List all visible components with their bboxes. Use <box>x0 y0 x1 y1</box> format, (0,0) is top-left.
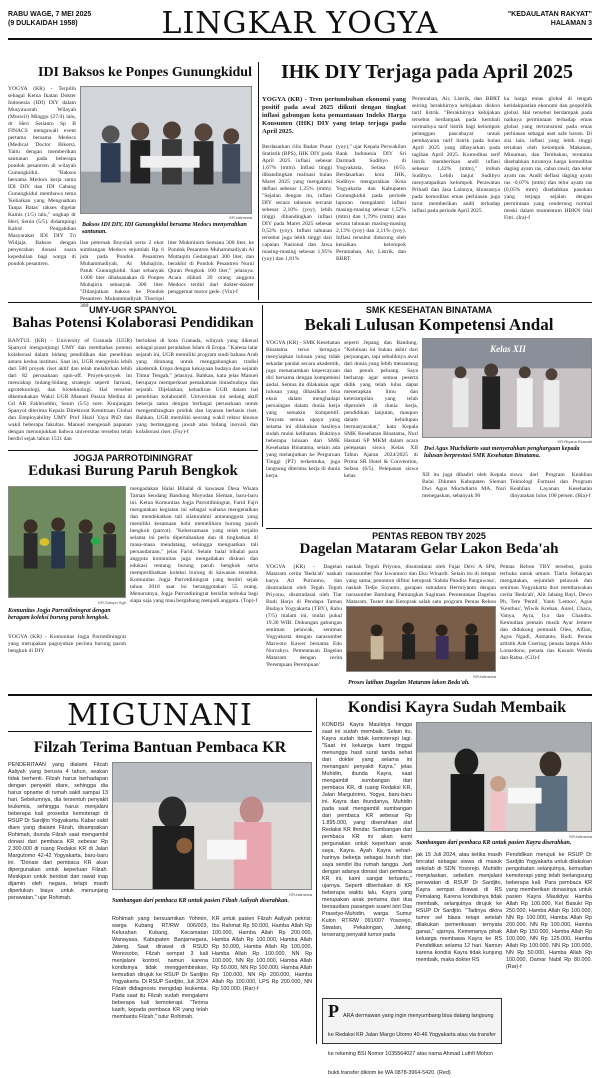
filzah-photo-credit: KR-Istimewa <box>289 892 312 897</box>
jogja-body-left: YOGYA (KR) - Komunitas Jogja Parrotdiningrat yang merupakan paguyuban pecinta burung paruh bengkok di DIY <box>8 634 126 654</box>
idi-photo <box>80 86 252 214</box>
rebon-headline: Dagelan Mataram Gelar Lakon Beda'ah <box>299 541 559 557</box>
jogja-photo <box>8 486 126 598</box>
jogja-kicker: JOGJA PARROTDININGRAT <box>73 453 193 463</box>
rebon-kicker: PENTAS REBON TBY 2025 <box>372 531 486 541</box>
jogja-photo-credit: KR-Sutopo Sgh <box>98 600 126 605</box>
filzah-photo <box>112 762 312 890</box>
smk-body-1: YOGYA (KR) - SMK Kesehatan Binatama terus berupaya menyiapkan lulusan yang tidak sekadar pandai secara akademik, juga menanamkan kepercayaan diri bersama dengan kompetensi andal. Semua itu dilakukan agar lulusan yang dihasilkan bisa eksis dalam menghadapi persaingan dalam dunia kerja yang semakin kompetitif. Tenyata semua upaya yang selama ini dilakukan hasilnya sudah mulai kelihatan. Buktinya beberapa lulusan dari SMK Kesehatan Binatama, selain ada yang melanjutkan ke Perguruan Tinggi (PT) terkemuka, juga langsung diterima kerja di dunia kerja. <box>266 340 340 479</box>
ihk-lead: YOGYA (KR) - Tren pertumbuhan ekonomi yang positif pada awal 2025 diikuti dengan tingkat inflasi gabungan kota pemantauan Indeks Harga Konsumen (IHK) DIY yang tetap terjaga pada April 2025. <box>262 96 406 135</box>
notice-text: ARA dermawan yang ingin menyumbang bisa datang langsung ke Redaksi KR Jalan Margo Utomo 40-46 Yogyakarta atau via transfer ke rekening BSI Nomor 1035564027 atas nama Ahmad Luthfi Mohon bukti transfer dikirim ke WA 0878-3964-5420. (Red) <box>328 1013 496 1076</box>
masthead <box>8 6 592 40</box>
ihk-body-3: Perumahan, Air, Listrik, dan BBRT seiring berakhirnya kebijakan diskon tarif listrik. "Berakhirnya kebijakan tersebut berdampak pada kembali normalnya tarif listrik bagi kelompok pelanggan pascabayar untuk pembayaran tarif listrik pada bulan April 2025 yang dibayarkan pada tagihan April 2025. Komoditas tarif listrik memberikan andil inflasi sebesar 1,42% (mtm)," imbuh Sudibyo. Lebih lanjut Sudibyo menyampaikan kelompok Perawatan Pribadi dan Jasa Lainnya, khususnya pada komoditas emas perhiasan juga turut memberikan andil terhadap inflasi pada periode April 2025. <box>412 96 500 214</box>
umy-headline: Bahas Potensi Kolaborasi Pendidikan <box>12 315 254 331</box>
idi-headline: IDI Baksos ke Ponpes Gunungkidul <box>38 65 252 80</box>
migunani-banner: MIGUNANI <box>8 698 312 732</box>
rebon-caption: Proses latihan Dagelan Mataram lakon Beda'ah. <box>348 680 470 686</box>
section-title: LINGKAR YOGYA <box>161 6 439 41</box>
ihk-body-1: Berdasarkan rilis Badan Pusat Statistik (BPS), IHK DIY pada April 2025 inflasi sebesar 1,67% (mtm). Inflasi tinggi dibandingkan realisasi bulan Maret 2025 yang mengalami deflasi sebesar 1,25% (mtm). "Sejalan dengan itu, inflasi DIY secara tahunan tercatat sebesar 2,10% (yoy), lebih tinggi dibandingkan inflasi DIY pada Maret 2025 sebesar 0,52% (yoy). Inflasi tahunan tersebut juga lebih tinggi dari capaian Nasional dan Jawa masing-masing sebesar 1,95% (yoy) dan 1,81% <box>262 144 332 262</box>
smk-photo-banner: Kelas XII <box>490 344 526 354</box>
smk-kicker: SMK KESEHATAN BINATAMA <box>365 305 493 315</box>
idi-body-mid: lian peternak Boyolali serta 2 ekor sumbangan Medocs sejumlah Rp 6 juta pada Pondok Pesantren Muhammadiyah, Al Muhajirin, Patuk Gunungkidul. Saat sebanyak 1.000 liter dilaksanakan di Ponpes Muhajirin sebanyak 300 liter. "Dilanjutkan baksos ke Pondok Pesantren Muhammadiyah Thoriqul 300 <box>80 240 164 309</box>
kayra-photo <box>416 722 592 832</box>
idi-body-right: liter Mukminim Semanu 300 liter, ke Pondok Pesantren Muhammadiyah Al Muttaqim Gedangsari 300 liter, dan berakhir di Pondok Pesantren Nurul Quran Pengkok 100 liter," jelasnya. Acara diikuti 20 orang anggota Medocs terdiri dari dokter-dokter penggemar motor gede. (Vin)-f <box>168 240 254 295</box>
ihk-body-4: ka harga emas global di tengah ketidakpastian ekonomi dan geopolitik global. Hal tersebut berdampak pada naiknya permintaan terhadap emas global yang tertransmisi pada emas perhiasan sebagai aset safe haven. Di sisi lain, inflasi yang lebih tinggi tertahan oleh kelompok Makanan, Minuman, dan Tembakau, terutama disebabkan turunnya harga komoditas daging ayam ras, cabai rawit, dan telur ayam ras. Andil deflasi daging ayam ras -0,07% (mtm) dan telur ayam ras (0,05% mtm) disebabkan pasokan yang terjaga sejalan dengan permintaan yang cenderung normal meski dalam momentum HBKN Idul Fitri. (Ira)-f <box>504 96 592 221</box>
notice-initial: P <box>328 1001 339 1021</box>
kayra-body-1: KONDISI Kayra Maulidya hingga saat ini sudah membaik. Selain itu, Kayra sudah tidak kemoterapi lagi. "Saat ini keluarga kami tinggal menunggu hasil surat tanda sehat dari dokter yang selama ini menangani penyakit Kayra," jelas Muhidin, ibunda Kayra, saat mengambil sumbangan dari pembaca KR, di ruang Redaksi KR, Jalan Margutomo, Yogya, baru-baru ini. Kayra dan ibundanya, Muhidin pada saat mengambil sumbangan dari pembaca KR sebesar Rp 1.895.000, yang diserahkan staf Redaksi KR Ifendar. Sumbangan dari pembaca KR ini akan kami pergunakan untuk keperluan anak saya, Kayra. Ayah Kayra sehari-harinya bekerja sebagai buruh dan saya sendiri ibu rumah tangga. Jadi dengan adanya donasi dari pembaca KR ini, kami sangat terbantu," ujarnya. Seperti diberitakan di KR beberapa waktu lalu, Kayra yang merupakan anak pertama dari dua bersaudara pasangan suami istri Das Prasetyo-Muhidin, warga Sumur Kulon RT/RW 091/007 Yosorejo, Siwalan, Pekalongan, Jateng, terserang penyakit tumor pada <box>322 722 412 938</box>
kayra-caption: Sumbangan dari pembaca KR untuk pasien Kayra diserahkan. <box>416 840 572 846</box>
column-divider <box>316 698 317 1044</box>
jogja-caption: Komunitas Jogja Parrotdiningrat dengan beragam koleksi burung paruh bengkok. <box>8 608 111 621</box>
section-rule <box>266 528 592 529</box>
rebon-body-4: Pentas Rebon TBY tersebut, gratis terbuka untuk umum. Tiarlu Sebanyan mengatakan, sejumlah pelawak dan seniman Yogyakarta ikut membawakan cerita 'Beda'ah', Alit Jabang Bayi, Dewo Pb, Tere 'Pentil', Yanti 'Lemoo', Agus 'Kenthus', Wiwik Kreban, Aurel, Chaca, Vanya, Ayra, Iya dan Chandra. Kemudian pemain musik Ayar Jemere dan didukung pemusik Oleo, Alfian, Agus Ngadi, Asmanto, Rudi. Pentas artistik Ade Coering, penata lampu Aldo Lonardono, penata rias Kusum Wenda dan Ratna. (Cil)-f <box>500 564 592 661</box>
umy-body-1: BANTUL (KR) - University of Granada (UGR) Spanyol mengunjungi UMY dan membahas potensi kolaborasi dalam bidang pendidikan dan penelitian antara kedua institusi. Saat ini, UGR mengelola lebih dari 580 proyek riset aktif dan telah melahirkan lebih dari 82 perusahaan spin-off. Proyek-proyek ini mencakup bidang-bidang strategis seperti farmasi, agroteknologi, dan bioteknologi. Hal tersebut dikemukakan Wakil UGR Manuel Pasiza Medina di Gd AR Fakhruddin, Senin (5/5) sore. Kunjungan Spanyol diterima Kepala Direktorat Kemitraan Global dan Employability UMY Prof Hazil Yaya PhD dan wakil beberapa fakultas. Manuel mengenali papanan dengan menunjukkan bahwa universitas tersebut telah berdiri sejak tahun 1531 dan <box>8 338 132 442</box>
page-info: "KEDAULATAN RAKYAT" HALAMAN 3 <box>507 11 592 27</box>
smk-body-3: XII itu juga dihadiri oleh Kepala Balai Dikmen Kabupaten Sleman Dwi Agus Muchdiarto MA. Nuri menegaskan, sebanyak 96 <box>422 472 506 499</box>
smk-body-4: siswa dari Program Keahlian Teknologi Farmasi dan Program Keahlian Layanan Kesehatan dinyatakan lulus 100 persen. (Bia)-f <box>510 472 592 499</box>
filzah-body-1: PENDERITAAN yang dialami Filzah Aaliyah yang berusia 4 tahun, seakan tidak berhenti. Filzah harus berhadapan dengan penyakit diare, sehingga dia harus opname di rumah sakit sampai 13 hari. Sebelumnya, dia tersentuh penyakit leukemia, sehingga harus menjalani beberapa kali prosedur kemoterapi di RSUP Dr Sardjito Yogyakarta. Kabar sakit diare yang dialami Filzah, disampaikan Rohimah, ibunda Filzah saat mengambil donasi dari pembaca KR sebesar Rp 2.300.000 di ruang Redaksi KR di Jalan Margutomo 42-42 Yogyakarta, baru-baru ini. "Donasi dari pembaca KR akan dipergunakan untuk keperluan Filzah. Meskipun untuk berobat dan rawat inap dijamin oleh negara, tetapi masih diperlukan biaya untuk menunjang perawatan," ujar Rohimah. <box>8 762 108 901</box>
kayra-body-3: Pendidikan merujuk ke RSUP Dr Sardjito Yogyakarta untuk dilakukan pengobatan selanjutnya, kemudian kemoterapi yang telah berlangsung beberapa kali. Para pembaca KR yang memberikan donasinya untuk pasien Kayra Maulidya: Hamba Allah Rp 100.000, Kel Basuki Rp 250.000, Hamba Allah Rp 100.000, NN Rp 100.000, Hamba Allah Rp 200.000, NN Rp 100.000, Hamba Allah Rp 150.000, Hamba Allah Rp 100.000, NN Rp 125.000, Hamba Allah Rp 100.000, NN Rp 100.000, NN Rp 50.000, Hamba Allah Rp 100.000, Damar Nabil Rp 80.000. (Rar)-f <box>506 852 592 970</box>
idi-photo-credit: KR-Istimewa <box>229 215 252 220</box>
smk-caption: Dwi Agus Muchdiarto saat menyerahkan penghargaan kepada lulusan berprestasi SMK Kesehatan Binatama. <box>424 446 580 459</box>
kayra-body-2: jak 15 Juli 2024, atau ketika masih tercatat sebagai siswa di masuk sekolah di SDN Yosorejo. Muhidin menjelaskan, sebelum menjalani perawatan di RSUP Dr Sardjito, Kayra sempat dirawat di RS Pemalang. Karena kondisinya tidak membaik, selanjutnya dirujuk ke RSUP Dr Sardjito. "Tadinya dikira tumor sel biasa tetapi setelah dilakukan pemeriksaan ternyata ganas," ujarnya. Kemenanya pihak keluarga membawa Kayra ke RS Pendidikan selama 12 hari. Namun karena kondisi Kayra tidak kunjung membaik, maka dokter RS <box>416 852 502 963</box>
filzah-body-2: Rohimah yang bersuamikan Yohmin, warga Kubang RT/RW 006/003, Kelurahan Kubang, Kecamatan Wanayasa, Kabupaten Banjarnegara, Jateng. Saat dirawat di RSUD Wonosobo, Filzah sempat 3 kali menjalani kontrol, namun karena kondisinya tidak menggembirakan, kemudian dirujuk ke RSUP Dr Sardjito Yogyakarta. Di RSUP Sardjito, Juli 2024 Filzah didiagnosis mengidap leukemia. Pada saat itu Filzah sudah mengalami beberapa kali kemoterapi. "Terima kasih, kepada pembaca KR yang telah membantu Filzah," tutur Rohimah. <box>112 916 208 1020</box>
section-rule <box>8 302 592 303</box>
filzah-headline: Filzah Terima Bantuan Pembaca KR <box>33 739 287 756</box>
idi-caption: Baksos IDI DIY, IDI Gunungkidul bersama Medocs menyerahkan santunan. <box>82 222 247 235</box>
rebon-photo-credit: KR-Istimewa <box>473 674 496 679</box>
jogja-body-2: mengadakan Halal Bihalal di kawasan Desa Wisata Taman Sendang Bandung Moyudan Sleman, baru-baru ini. Ketua Komunitas Jogja Parrotdiningrat, Farid Fajri mengatakan kegiatan ini sebagai wahana mengenalkan dan mendekatkan tali silaturahmi antaranggota yang memiliki kesamaan hobi memelihara burung paruh bengkok (parrot). "Kebersamaan yang telah terjalin selama ini perlu dipertahankan dan di tingkatkan di masa-masa mendatang, sehingga menguatkan tali persaudaraan," jelas Farid. Selain halal bihalal para anggota komunitas juga mengadakan diskusi dan edukasi tentang burung paruh bengkok serta memperlihatkan koleksi burung di kawasan tersebut. Komunitas Jogja Parrotdiningrat yang berdiri sejak tahun 2018 saat ini beranggotakan 55 orang. Menurutnya, Jogja Parrotdiningrat bersifat terbuka bagi siapa saja yang mau bergabung menjadi anggota. (Top)-f <box>130 486 258 604</box>
kayra-photo-credit: KR-Istimewa <box>569 834 592 839</box>
smk-photo-credit: KR-Riyana Ekawati <box>557 439 592 444</box>
umy-kicker: UMY-UGR SPANYOL <box>89 305 177 315</box>
ihk-headline: IHK DIY Terjaga pada April 2025 <box>280 61 574 83</box>
column-divider <box>262 305 263 527</box>
rebon-photo <box>346 606 496 672</box>
filzah-caption: Sumbangan dari pembaca KR untuk pasien Filzah Aaliyah diserahkan. <box>112 898 289 904</box>
smk-body-2: seperti Jepang dan Bandung. "Keluluan ini bukan akhir dari perjuangan, tapi sebaliknya awal dari dunia yang lebih menantang dan penuh peluang. Saya berharap agar semua peserta didik yang telah lulus dapat menerapkan ilmu dan keterampilan yang telah diperoleh di dunia kerja, pendidikan lanjutan, maupun dalam kehidupan bermasyarakat," kata Kepala SMK Kesehatan Binatama, Nuri Hastuti SP MKM dalam acara pelepasan siswa Kelas XII Tahun Ajaran 2024/2025 di Prima SR Hotel & Convention, Selasa (6/5). Pelepasan siswa kelas <box>344 340 418 479</box>
idi-body-left: YOGYA (KR) - Terpilih sebagai Ketua Ikatan Dokter Indonesia (IDI) DIY dalam Musyawarah Wilayah (Muswil) Minggu (27/4) lalu, dr Heri Setianto Sp B FINACS mengawali event pertama bersama Medocs (Medical Doctor Bikers). Yaitu dengan memberikan santunan pada beberapa pondok pesantren di wilayah Gunungkidul. "Baksos bersama Medocs kerja sama IDI DIY dan IDI Cabang Gunungkidul membawa tema 'Kebaikan yang Menguatkan Tanpa Batas' rakses digelar Kamis (1/5) lalu," ungkap dr Heri, Senin (5/5). didampingi Kabid Pengabdian Masyarakat IDI DIY Tri Widjaja. Baksos dengan penyerahan donasi suara kepedulian bagi warga di pondok pesantren. <box>8 86 76 267</box>
kayra-headline: Kondisi Kayra Sudah Membaik <box>347 699 567 716</box>
section-rule <box>8 450 258 451</box>
rebon-body-2: naskah Teguh Priyono, disutradarai oleh Fajar Devi A SPd, narasumber Nur Iswantoro dan Eko Winardi. Selain itu di tempat yang sama, penonton difitur ketoprak 'Sabda Pandita Panguwasa', naskah Tedjo Suyanto, garapan sutradara Hermiyanto dengan narasumber Bambang Pamungkas Sugiman. Pementasan Dagelan Mataram, Teater dan Ketoprak salah satu program Pentas Rebon <box>346 564 496 605</box>
issue-date: RABU WAGE, 7 MEI 2025 (9 DULKAIDAH 1958) <box>8 11 92 27</box>
filzah-body-3: KR untuk pasien Filzah Aaliyah pekrisi: Ibu Rahmat Rp 50.000, Hamba Allah Rp 100.000, Hamba Allah Rp 200.000, Hamba Allah Rp 100.000, Hamba Allah Rp 50.000, Hamba Allah Rp 100.000, Hamba Allah Rp 100.000, NN Rp 100.000, NN Rp 100.000, Hamba Allah Rp 50.000, NN Rp 100.000, Hamba Allah Rp 100.000, NN Rp 200.000, Hamba Allah Rp 100.000, LPS Rp 200.000, NN Rp 100.000. (Rar)-f <box>212 916 312 992</box>
rebon-body-1: YOGYA (KR) - Dagelan Mataram cerita 'Beda'ah' naskah karya Ari Purnomo, dan disutradarai oleh Tegah Teguh Priyono, disutradarai oleh Tiar Budi Harjo di Pendapa Taman Budaya Yogyakarta (TBY), Rabu (7/5) malam ini, mulai pukul 19.30 WIB. Dukungan gabungan seniman pelawak, seniman Yogyakarta dengan narasumber Marwoto Kawer bersama Edo Nurcahyo. Pementasan Dagelan Mataram dengan cerita 'Perempuan Perempuan' <box>266 564 342 668</box>
section-rule <box>8 694 592 696</box>
jogja-headline: Edukasi Burung Paruh Bengkok <box>28 463 238 479</box>
smk-headline: Bekali Lulusan Kompetensi Andal <box>304 315 554 334</box>
ihk-body-2: (yoy)," ujar Kepala Perwakilan Bank Indonesia DIY Sri Darmadi Sudibyo di Yogyakarta, Selasa (6/5). Berdasarkan kota IHK, Sudibyo menguraikan Kota Yogyakarta dan Kabupaten Gunungkidul pada periode laporan mengalami inflasi masing-masing sebesar 1,52% (mtm) dan 1,79% (mtm) atau secara tahunan masing-masing 2,13% (yoy) dan 2,11% (yoy). Inflasi tersebut didorong oleh kenaikan kelompok Perumahan, Air, Listrik, dan BBRT. <box>336 144 406 262</box>
umy-body-2: berlokasi di kota Granada, wilayah yang dikenal sebagai pusat peradaban Islam di Eropa. "Karena latar sejarah ini, UGR memiliki program studi bahasa Arab yang diranang untuk menggabungkan tradisi akademik Eropa dengan kekayaan budaya dan sejarah Timur Tengah," jelasnya. Bahkan, kata jelas Manuel berupaya memperkuat pemahaman lintasbudaya dan sejarah. Dijelaskan, kehadiran UGR dalam hal penelitian kolaboratif. Universitas ini sedang aktif bekerja sama dengan berbagai perusahaan untuk mengembangkan produk dan layanan berbasis riset. Bahkan, UGR memiliki seorang wakil rektor khusus yang bertanggung jawab atas bidang inovasi dan kolaborasi riset. (Fsy)-f <box>136 338 258 435</box>
donation-notice <box>322 998 502 1076</box>
column-divider <box>258 62 259 300</box>
